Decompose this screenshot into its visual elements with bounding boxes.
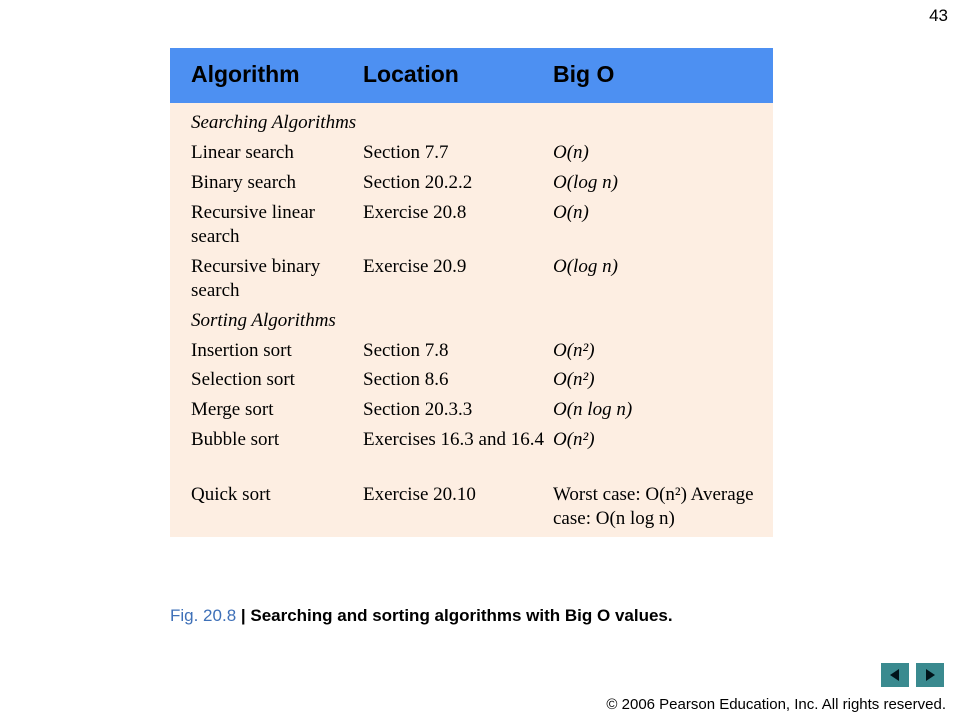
header-location: Location — [363, 61, 459, 87]
cell-big-o: Worst case: O(n²) Average case: O(n log n) — [553, 484, 754, 529]
cell-big-o: O(n log n) — [553, 399, 633, 420]
cell-location: Section 20.2.2 — [363, 172, 473, 193]
cell-location: Exercise 20.9 — [363, 256, 467, 277]
cell-location: Section 20.3.3 — [363, 399, 473, 420]
caption-separator: | — [236, 606, 251, 625]
header-big-o: Big O — [553, 61, 615, 87]
section-heading-sorting: Sorting Algorithms — [191, 310, 336, 331]
table-header — [170, 48, 773, 103]
cell-algorithm: Quick sort — [191, 484, 271, 505]
cell-big-o: O(log n) — [553, 172, 618, 193]
cell-algorithm: Insertion sort — [191, 340, 292, 361]
cell-location: Section 7.8 — [363, 340, 449, 361]
prev-arrow-icon — [887, 667, 903, 683]
next-button[interactable] — [916, 663, 944, 687]
cell-location: Section 7.7 — [363, 142, 449, 163]
cell-algorithm: Merge sort — [191, 399, 274, 420]
figure-caption — [170, 606, 673, 626]
cell-location: Exercises 16.3 and 16.4 — [363, 429, 544, 450]
cell-algorithm: Recursive linear search — [191, 202, 315, 247]
page-number: 43 — [929, 6, 948, 25]
algorithms-table — [170, 48, 773, 537]
cell-big-o: O(n²) — [553, 340, 595, 361]
cell-big-o: O(n²) — [553, 369, 595, 390]
cell-big-o: O(n²) — [553, 429, 595, 450]
cell-algorithm: Bubble sort — [191, 429, 280, 450]
cell-location: Exercise 20.10 — [363, 484, 476, 505]
section-heading-searching: Searching Algorithms — [191, 112, 357, 133]
cell-algorithm: Selection sort — [191, 369, 295, 390]
previous-button[interactable] — [881, 663, 909, 687]
figure-label: Fig. 20.8 — [170, 606, 237, 625]
cell-big-o: O(n) — [553, 202, 589, 223]
cell-algorithm: Binary search — [191, 172, 296, 193]
cell-big-o: O(log n) — [553, 256, 618, 277]
cell-location: Exercise 20.8 — [363, 202, 467, 223]
cell-big-o: O(n) — [553, 142, 589, 163]
cell-algorithm: Linear search — [191, 142, 294, 163]
copyright-notice: © 2006 Pearson Education, Inc. All rights reserved. — [606, 696, 946, 713]
cell-algorithm: Recursive binary search — [191, 256, 321, 301]
caption-text: Searching and sorting algorithms with Big O values. — [250, 606, 673, 625]
next-arrow-icon — [922, 667, 938, 683]
header-algorithm: Algorithm — [191, 61, 300, 87]
slide-navigation — [881, 663, 944, 687]
cell-location: Section 8.6 — [363, 369, 449, 390]
